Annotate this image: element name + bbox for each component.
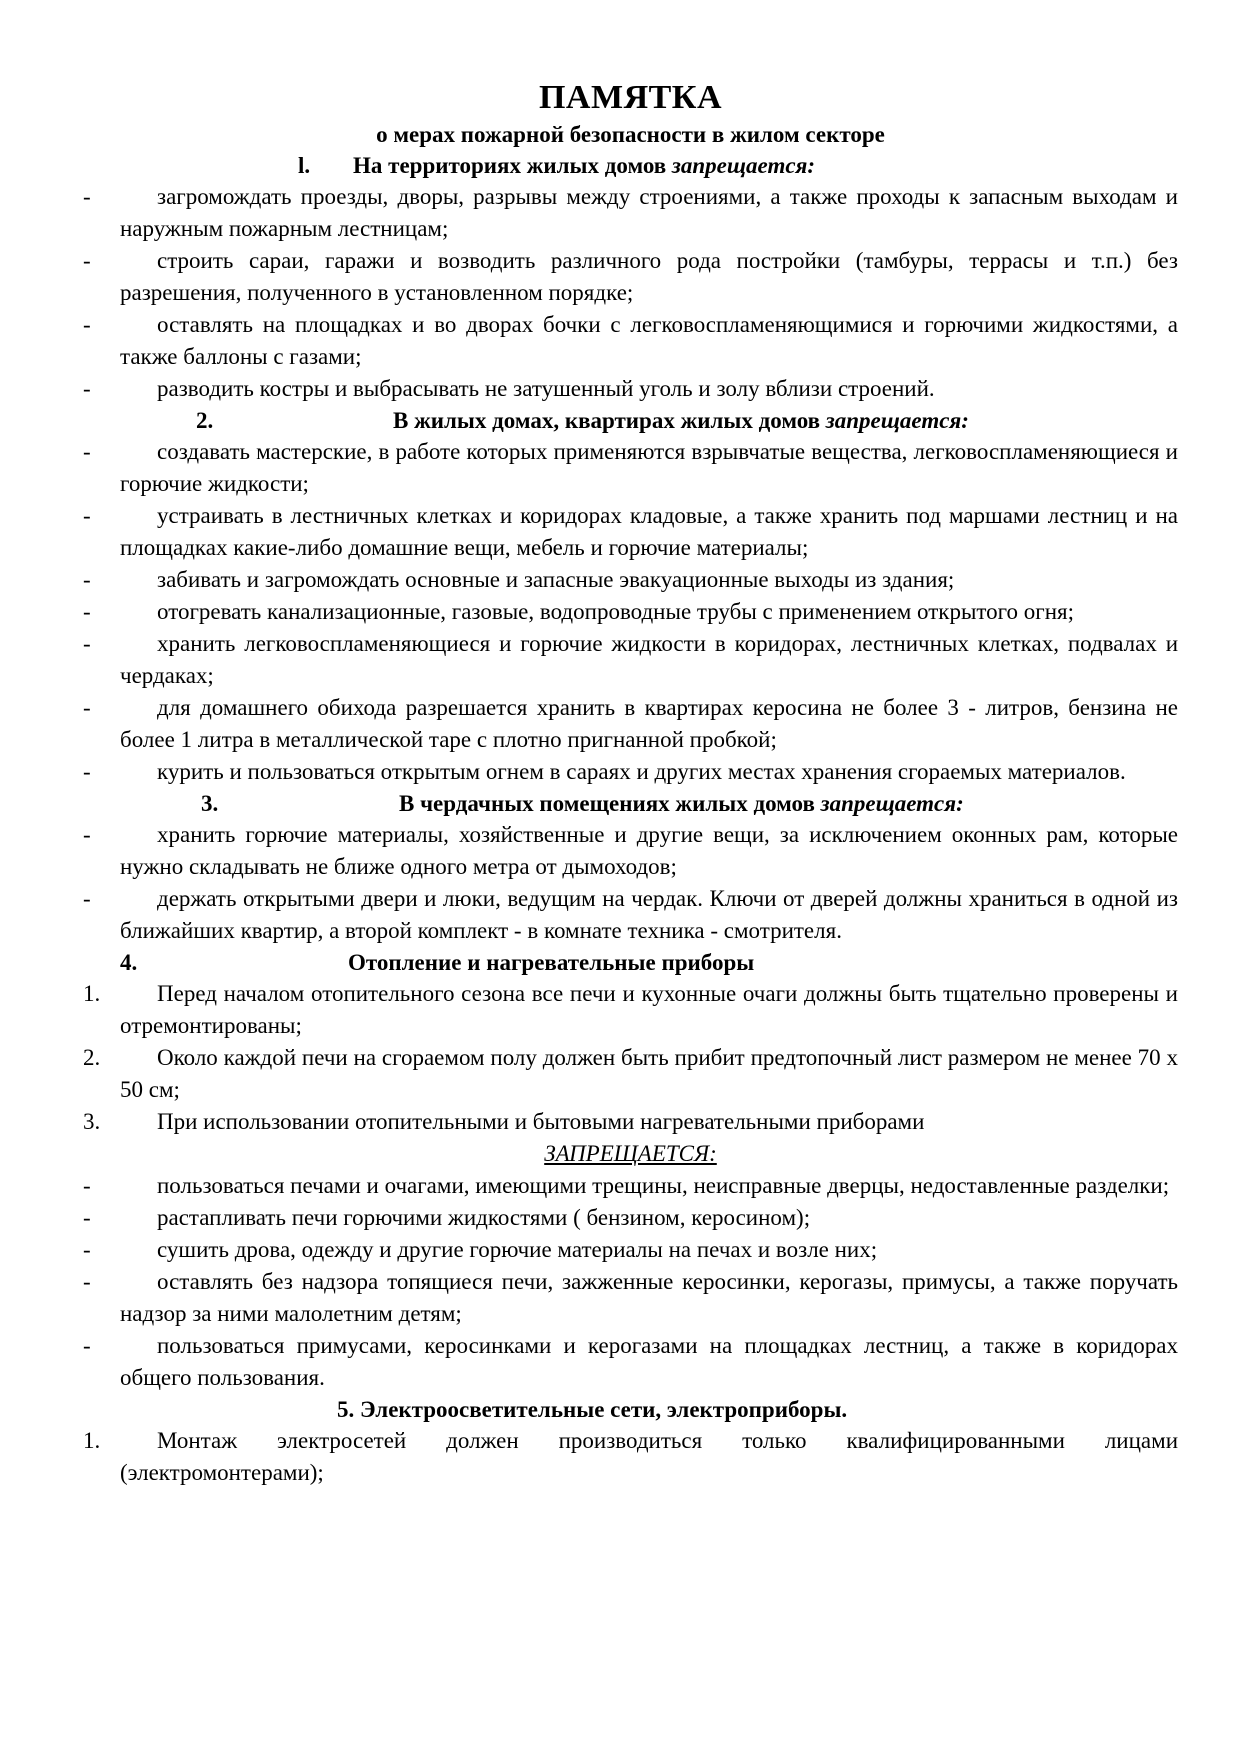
section-1-heading	[83, 150, 1178, 181]
section-2-number: 2.	[196, 408, 214, 433]
section-2-forbidden: запрещается:	[825, 408, 969, 433]
list-item-text: загромождать проезды, дворы, разрывы между строениями, а также проходы к запасным выходам и наружным пожарным лестницам;	[120, 184, 1178, 241]
dash-marker: -	[83, 503, 91, 528]
dash-marker: -	[83, 1237, 91, 1262]
list-item-text: сушить дрова, одежду и другие горючие материалы на печах и возле них;	[157, 1237, 878, 1262]
section-4-number: 4.	[120, 950, 138, 975]
dash-marker: -	[83, 312, 91, 337]
section-5-heading	[83, 1394, 1178, 1425]
section-2-title: В жилых домах, квартирах жилых домов	[393, 408, 821, 433]
item-number: 2.	[83, 1045, 101, 1070]
numbered-item-text: Около каждой печи на сгораемом полу должен быть прибит предтопочный лист размером не менее 70 х 50 см;	[120, 1045, 1178, 1102]
dash-marker: -	[83, 759, 91, 784]
dash-marker: -	[83, 1333, 91, 1358]
dash-marker: -	[83, 248, 91, 273]
section-2-heading	[83, 405, 1178, 436]
section-1-title: На территориях жилых домов	[353, 153, 667, 178]
section-3-forbidden: запрещается:	[820, 791, 964, 816]
numbered-item-text: При использовании отопительными и бытовыми нагревательными приборами	[157, 1109, 925, 1134]
list-item-text: хранить горючие материалы, хозяйственные и другие вещи, за исключением оконных рам, которые нужно складывать не ближе одного метра от дымоходов;	[120, 822, 1178, 879]
section-4-title: Отопление и нагревательные приборы	[348, 950, 755, 975]
list-item	[83, 373, 1178, 405]
list-item	[83, 1234, 1178, 1266]
list-item-text: пользоваться примусами, керосинками и керогазами на площадках лестниц, а также в коридорах общего пользования.	[120, 1333, 1178, 1390]
dash-marker: -	[83, 1205, 91, 1230]
section-4-list	[83, 1170, 1178, 1394]
list-item	[83, 692, 1178, 756]
list-item	[83, 309, 1178, 373]
dash-marker: -	[83, 1173, 91, 1198]
list-item-text: хранить легковоспламеняющиеся и горючие жидкости в коридорах, лестничных клетках, подвалах и чердаках;	[120, 631, 1178, 688]
dash-marker: -	[83, 439, 91, 464]
section-3-number: 3.	[201, 791, 219, 816]
list-item-text: устраивать в лестничных клетках и коридорах кладовые, а также хранить под маршами лестниц и на площадках какие-либо домашние вещи, мебель и горючие материалы;	[120, 503, 1178, 560]
section-5-title: 5. Электроосветительные сети, электроприборы.	[337, 1397, 848, 1422]
list-item-text: растапливать печи горючими жидкостями ( бензином, керосином);	[157, 1205, 811, 1230]
list-item	[83, 819, 1178, 883]
dash-marker: -	[83, 184, 91, 209]
section-3-list	[83, 819, 1178, 947]
list-item	[83, 500, 1178, 564]
list-item-text: держать открытыми двери и люки, ведущим на чердак. Ключи от дверей должны храниться в одной из ближайших квартир, а второй комплект - в комнате техника - смотрителя.	[120, 886, 1178, 943]
list-item	[83, 181, 1178, 245]
list-item	[83, 883, 1178, 947]
list-item	[83, 436, 1178, 500]
section-1-list	[83, 181, 1178, 405]
section-4-heading	[83, 947, 1178, 978]
numbered-item	[83, 1425, 1178, 1489]
item-number: 3.	[83, 1109, 101, 1134]
dash-marker: -	[83, 599, 91, 624]
section-4-numbered-list	[83, 978, 1178, 1138]
numbered-item	[83, 978, 1178, 1042]
section-1-forbidden: запрещается:	[671, 153, 816, 178]
dash-marker: -	[83, 695, 91, 720]
list-item-text: строить сараи, гаражи и возводить различного рода постройки (тамбуры, террасы и т.п.) без разрешения, полученного в установленном порядке;	[120, 248, 1178, 305]
section-3-title: В чердачных помещениях жилых домов	[399, 791, 815, 816]
numbered-item	[83, 1042, 1178, 1106]
list-item-text: оставлять без надзора топящиеся печи, зажженные керосинки, керогазы, примусы, а также поручать надзор за ними малолетним детям;	[120, 1269, 1178, 1326]
numbered-item-text: Монтаж электросетей должен производиться только квалифицированными лицами (электромонтерами);	[120, 1428, 1178, 1485]
list-item-text: для домашнего обихода разрешается хранить в квартирах керосина не более 3 - литров, бензина не более 1 литра в металлической таре с плотно пригнанной пробкой;	[120, 695, 1178, 752]
list-item-text: отогревать канализационные, газовые, водопроводные трубы с применением открытого огня;	[157, 599, 1074, 624]
numbered-item	[83, 1106, 1178, 1138]
document-title: ПАМЯТКА	[538, 79, 723, 116]
list-item-text: разводить костры и выбрасывать не затушенный уголь и золу вблизи строений.	[157, 376, 935, 401]
section-1-number: l.	[298, 153, 311, 178]
dash-marker: -	[83, 1269, 91, 1294]
list-item	[83, 245, 1178, 309]
list-item	[83, 1170, 1178, 1202]
forbidden-label: ЗАПРЕЩАЕТСЯ:	[544, 1141, 717, 1166]
section-2-list	[83, 436, 1178, 788]
list-item-text: создавать мастерские, в работе которых применяются взрывчатые вещества, легковоспламеняющиеся и горючие жидкости;	[120, 439, 1178, 496]
list-item	[83, 756, 1178, 788]
dash-marker: -	[83, 376, 91, 401]
list-item	[83, 1202, 1178, 1234]
list-item	[83, 628, 1178, 692]
dash-marker: -	[83, 822, 91, 847]
list-item	[83, 564, 1178, 596]
list-item-text: пользоваться печами и очагами, имеющими трещины, неисправные дверцы, недоставленные разделки;	[157, 1173, 1170, 1198]
list-item	[83, 1330, 1178, 1394]
document-subtitle: о мерах пожарной безопасности в жилом секторе	[376, 122, 885, 147]
list-item-text: курить и пользоваться открытым огнем в сараях и других местах хранения сгораемых материалов.	[157, 759, 1126, 784]
item-number: 1.	[83, 981, 101, 1006]
section-3-heading	[83, 788, 1178, 819]
list-item	[83, 1266, 1178, 1330]
dash-marker: -	[83, 567, 91, 592]
dash-marker: -	[83, 631, 91, 656]
dash-marker: -	[83, 886, 91, 911]
list-item-text: забивать и загромождать основные и запасные эвакуационные выходы из здания;	[157, 567, 955, 592]
list-item	[83, 596, 1178, 628]
numbered-item-text: Перед началом отопительного сезона все печи и кухонные очаги должны быть тщательно проверены и отремонтированы;	[120, 981, 1178, 1038]
section-5-numbered-list	[83, 1425, 1178, 1489]
list-item-text: оставлять на площадках и во дворах бочки с легковоспламеняющимися и горючими жидкостями, а также баллоны с газами;	[120, 312, 1178, 369]
item-number: 1.	[83, 1428, 101, 1453]
